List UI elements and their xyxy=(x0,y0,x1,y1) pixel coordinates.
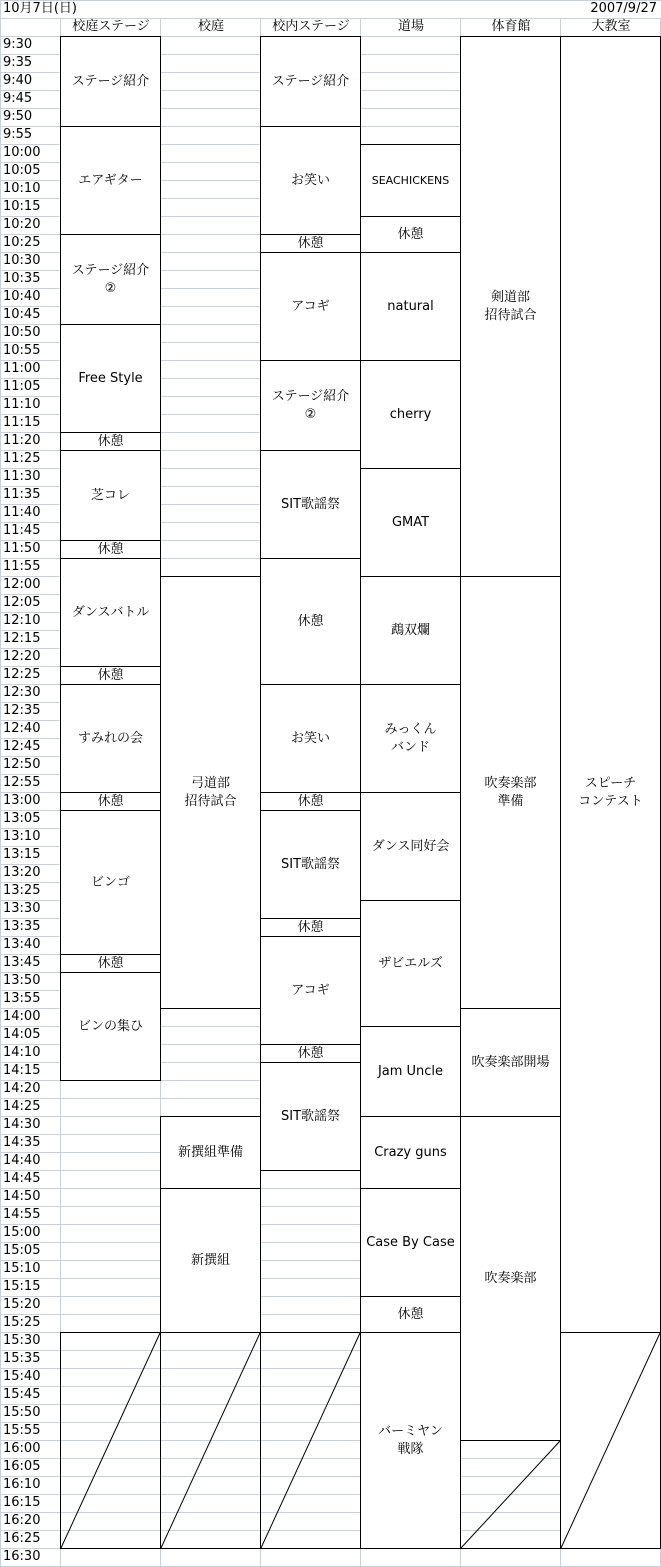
event-cell: エアギター xyxy=(60,126,161,235)
time-label: 10:30 xyxy=(3,253,41,268)
time-label: 14:25 xyxy=(3,1099,41,1114)
updated-date: 2007/9/27 xyxy=(590,1,657,16)
event-cell: 新撰組 xyxy=(160,1188,261,1333)
time-label: 13:30 xyxy=(3,901,41,916)
event-cell: ステージ紹介 xyxy=(60,36,161,127)
time-label: 12:35 xyxy=(3,703,41,718)
time-label: 13:50 xyxy=(3,973,41,988)
event-cell: SEACHICKENS xyxy=(360,144,461,217)
time-label: 15:35 xyxy=(3,1351,41,1366)
time-label: 13:55 xyxy=(3,991,41,1006)
time-label: 12:05 xyxy=(3,595,41,610)
time-label: 10:05 xyxy=(3,163,41,178)
time-label: 12:45 xyxy=(3,739,41,754)
event-cell: 芝コレ xyxy=(60,450,161,541)
time-label: 15:00 xyxy=(3,1225,41,1240)
event-cell: 休憩 xyxy=(360,1296,461,1333)
time-label: 11:45 xyxy=(3,523,41,538)
time-label: 14:10 xyxy=(3,1045,41,1060)
event-cell: Crazy guns xyxy=(360,1116,461,1189)
time-label: 9:35 xyxy=(3,55,33,70)
event-cell: アコギ xyxy=(260,252,361,361)
column-header: 校庭ステージ xyxy=(72,19,150,34)
time-label: 15:30 xyxy=(3,1333,41,1348)
crossed-cell-diagonal xyxy=(61,1333,160,1548)
event-cell: ステージ紹介 xyxy=(260,36,361,127)
time-label: 12:55 xyxy=(3,775,41,790)
time-label: 10:25 xyxy=(3,235,41,250)
time-label: 11:00 xyxy=(3,361,41,376)
event-cell: ステージ紹介 ② xyxy=(260,360,361,451)
event-cell: 休憩 xyxy=(60,666,161,685)
event-cell: ダンスバトル xyxy=(60,558,161,667)
time-label: 10:55 xyxy=(3,343,41,358)
event-cell: みっくん バンド xyxy=(360,684,461,793)
time-label: 13:25 xyxy=(3,883,41,898)
schedule-date: 10月7日(日) xyxy=(3,1,77,16)
crossed-cell-diagonal xyxy=(261,1333,360,1548)
event-cell: お笑い xyxy=(260,684,361,793)
time-label: 13:00 xyxy=(3,793,41,808)
time-label: 10:00 xyxy=(3,145,41,160)
time-label: 9:45 xyxy=(3,91,33,106)
time-label: 11:40 xyxy=(3,505,41,520)
time-label: 11:05 xyxy=(3,379,41,394)
time-label: 11:15 xyxy=(3,415,41,430)
time-label: 14:40 xyxy=(3,1153,41,1168)
time-label: 13:45 xyxy=(3,955,41,970)
event-cell: SIT歌謡祭 xyxy=(260,810,361,919)
crossed-cell-diagonal xyxy=(161,1333,260,1548)
event-cell: Case By Case xyxy=(360,1188,461,1297)
event-cell: ダンス同好会 xyxy=(360,792,461,901)
time-label: 9:55 xyxy=(3,127,33,142)
time-label: 16:30 xyxy=(3,1549,41,1564)
event-cell: Jam Uncle xyxy=(360,1026,461,1117)
event-cell: 吹奏楽部 準備 xyxy=(460,576,561,1009)
time-label: 15:40 xyxy=(3,1369,41,1384)
time-label: 12:00 xyxy=(3,577,41,592)
time-label: 15:50 xyxy=(3,1405,41,1420)
column-header: 校内ステージ xyxy=(272,19,350,34)
time-label: 14:45 xyxy=(3,1171,41,1186)
time-label: 14:55 xyxy=(3,1207,41,1222)
event-cell: 休憩 xyxy=(260,558,361,685)
event-cell: 吹奏楽部 xyxy=(460,1116,561,1441)
event-cell: SIT歌謡祭 xyxy=(260,1062,361,1171)
time-label: 15:45 xyxy=(3,1387,41,1402)
time-label: 12:25 xyxy=(3,667,41,682)
time-label: 11:10 xyxy=(3,397,41,412)
time-label: 14:20 xyxy=(3,1081,41,1096)
time-label: 16:20 xyxy=(3,1513,41,1528)
event-cell: ステージ紹介 ② xyxy=(60,234,161,325)
time-label: 9:50 xyxy=(3,109,33,124)
time-label: 11:35 xyxy=(3,487,41,502)
time-label: 16:10 xyxy=(3,1477,41,1492)
time-label: 12:30 xyxy=(3,685,41,700)
time-label: 12:50 xyxy=(3,757,41,772)
event-cell: 休憩 xyxy=(260,918,361,937)
event-cell: natural xyxy=(360,252,461,361)
time-label: 15:05 xyxy=(3,1243,41,1258)
event-cell: スピーチ コンテスト xyxy=(560,36,661,1549)
event-cell: 休憩 xyxy=(60,792,161,811)
time-label: 14:50 xyxy=(3,1189,41,1204)
time-label: 10:45 xyxy=(3,307,41,322)
event-cell: ビンゴ xyxy=(60,810,161,955)
time-label: 14:15 xyxy=(3,1063,41,1078)
time-label: 10:10 xyxy=(3,181,41,196)
event-cell: 休憩 xyxy=(260,234,361,253)
time-label: 10:40 xyxy=(3,289,41,304)
event-cell: ビンの集ひ xyxy=(60,972,161,1081)
event-cell: 休憩 xyxy=(60,432,161,451)
time-label: 10:50 xyxy=(3,325,41,340)
time-label: 15:55 xyxy=(3,1423,41,1438)
time-label: 12:10 xyxy=(3,613,41,628)
event-cell: お笑い xyxy=(260,126,361,235)
time-label: 15:25 xyxy=(3,1315,41,1330)
time-label: 13:40 xyxy=(3,937,41,952)
event-cell: アコギ xyxy=(260,936,361,1045)
time-label: 14:05 xyxy=(3,1027,41,1042)
time-label: 11:25 xyxy=(3,451,41,466)
time-label: 13:15 xyxy=(3,847,41,862)
time-label: 16:00 xyxy=(3,1441,41,1456)
column-header: 校庭 xyxy=(197,19,224,34)
event-cell: ザビエルズ xyxy=(360,900,461,1027)
time-label: 14:30 xyxy=(3,1117,41,1132)
event-cell: 弓道部 招待試合 xyxy=(160,576,261,1009)
event-cell: 剣道部 招待試合 xyxy=(460,36,561,577)
time-label: 11:55 xyxy=(3,559,41,574)
column-header: 道場 xyxy=(397,19,424,34)
time-label: 13:10 xyxy=(3,829,41,844)
time-label: 11:20 xyxy=(3,433,41,448)
time-label: 11:50 xyxy=(3,541,41,556)
column-header: 大教室 xyxy=(591,19,631,34)
time-label: 13:05 xyxy=(3,811,41,826)
event-cell: 吹奏楽部開場 xyxy=(460,1008,561,1117)
event-cell: 新撰組準備 xyxy=(160,1116,261,1189)
time-label: 15:10 xyxy=(3,1261,41,1276)
time-label: 13:35 xyxy=(3,919,41,934)
event-cell: 休憩 xyxy=(60,954,161,973)
crossed-cell-diagonal xyxy=(461,1441,560,1548)
event-cell: SIT歌謡祭 xyxy=(260,450,361,559)
time-label: 14:35 xyxy=(3,1135,41,1150)
event-cell: バーミヤン 戦隊 xyxy=(360,1332,461,1549)
event-cell: GMAT xyxy=(360,468,461,577)
time-label: 13:20 xyxy=(3,865,41,880)
event-cell: Free Style xyxy=(60,324,161,433)
event-cell: 休憩 xyxy=(360,216,461,253)
crossed-cell-diagonal xyxy=(561,1333,660,1548)
time-label: 12:20 xyxy=(3,649,41,664)
time-label: 10:20 xyxy=(3,217,41,232)
time-label: 9:30 xyxy=(3,37,33,52)
event-cell: 鵡双爛 xyxy=(360,576,461,685)
event-cell: cherry xyxy=(360,360,461,469)
time-label: 16:15 xyxy=(3,1495,41,1510)
event-cell: 休憩 xyxy=(260,1044,361,1063)
event-cell: すみれの会 xyxy=(60,684,161,793)
column-header: 体育館 xyxy=(491,19,531,34)
time-label: 11:30 xyxy=(3,469,41,484)
time-label: 12:40 xyxy=(3,721,41,736)
time-label: 16:25 xyxy=(3,1531,41,1546)
time-label: 10:15 xyxy=(3,199,41,214)
time-label: 16:05 xyxy=(3,1459,41,1474)
event-cell: 休憩 xyxy=(260,792,361,811)
time-label: 15:15 xyxy=(3,1279,41,1294)
time-label: 9:40 xyxy=(3,73,33,88)
time-label: 12:15 xyxy=(3,631,41,646)
event-cell: 休憩 xyxy=(60,540,161,559)
time-label: 15:20 xyxy=(3,1297,41,1312)
time-label: 10:35 xyxy=(3,271,41,286)
time-label: 14:00 xyxy=(3,1009,41,1024)
